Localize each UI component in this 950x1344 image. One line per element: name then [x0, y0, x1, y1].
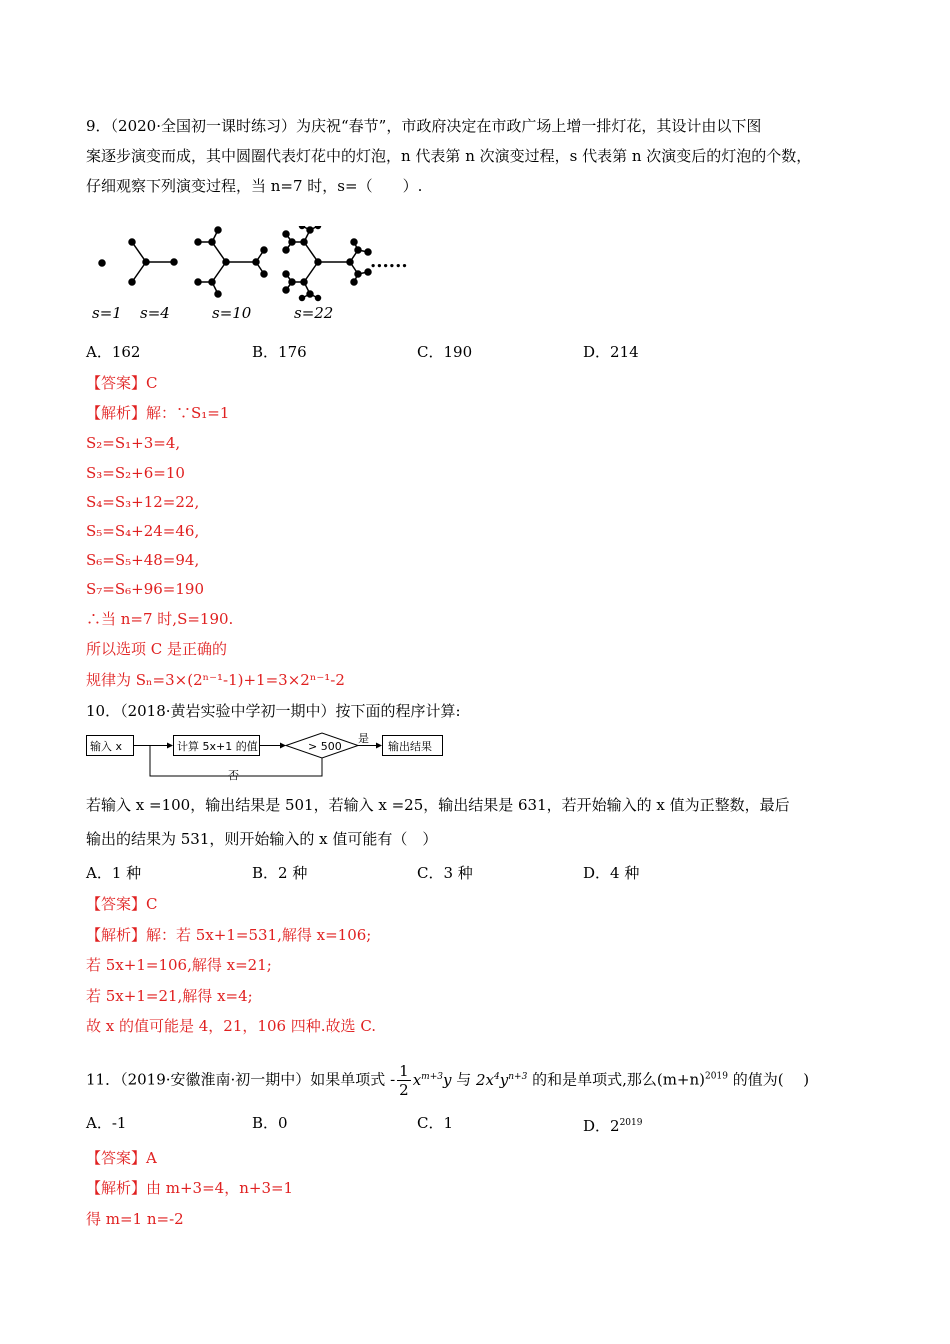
term2-y: y	[499, 1070, 509, 1089]
q9-correct: 所以选项 C 是正确的	[86, 640, 228, 658]
q10-line2: 若输入 x =100，输出结果是 501，若输入 x =25，输出结果是 631，若开始输入的 x 值为正整数，最后	[86, 796, 790, 814]
q11-suffix: 的和是单项式,那么(m+n)	[527, 1070, 706, 1089]
flow-yes-label: 是	[358, 732, 369, 745]
q10-option-c: C．3 种	[417, 864, 473, 882]
q10-line1: 10．（2018·黄岩实验中学初一期中）按下面的程序计算:	[86, 702, 461, 720]
q10-analysis: 【解析】解：若 5x+1=531,解得 x=106;	[86, 926, 372, 944]
q9-step-4: S₄=S₃+12=22,	[86, 493, 200, 511]
q9-option-a: A．162	[86, 343, 141, 361]
q9-option-c: C．190	[417, 343, 473, 361]
lamp-evolution-figure	[86, 226, 416, 326]
term1-y: y	[442, 1070, 452, 1089]
q9-step-3: S₃=S₂+6=10	[86, 464, 185, 482]
q11-answer: 【答案】A	[86, 1149, 157, 1167]
q11-step: 得 m=1 n=-2	[86, 1210, 184, 1228]
flow-condition-label: > 500	[308, 740, 342, 753]
figure-label-4: s=22	[294, 304, 334, 322]
q10-answer: 【答案】C	[86, 895, 158, 913]
term1-x: x	[412, 1070, 422, 1089]
q9-step-7: S₇=S₆+96=190	[86, 580, 205, 598]
q9-step-5: S₅=S₄+24=46,	[86, 522, 200, 540]
q10-step-2: 若 5x+1=21,解得 x=4;	[86, 987, 253, 1005]
q10-option-a: A．1 种	[86, 864, 142, 882]
q9-line2: 案逐步演变而成，其中圆圈代表灯花中的灯泡，n 代表第 n 次演变过程，s 代表第 n 次演变后的灯泡的个数，	[86, 147, 812, 165]
flow-compute-label: 计算 5x+1 的值	[177, 740, 258, 753]
figure-label-3: s=10	[212, 304, 252, 322]
q11-option-c: C．1	[417, 1114, 454, 1132]
q9-analysis: 【解析】解：∵S₁=1	[86, 404, 230, 422]
term2-yexp: n+3	[508, 1071, 528, 1082]
q11-prefix: 11．（2019·安徽淮南·初一期中）如果单项式 -	[86, 1070, 396, 1089]
q10-step-3: 故 x 的值可能是 4，21，106 四种.故选 C.	[86, 1017, 377, 1035]
q11-suffix-exp: 2019	[705, 1071, 728, 1082]
figure-label-2: s=4	[140, 304, 170, 322]
q11-option-d-exp: 2019	[619, 1118, 643, 1128]
term1-exp: m+3	[421, 1071, 443, 1082]
flow-input-label: 输入 x	[90, 740, 123, 753]
q11-term2	[476, 1071, 527, 1089]
q9-rule: 规律为 Sₙ=3×(2ⁿ⁻¹-1)+1=3×2ⁿ⁻¹-2	[86, 671, 345, 689]
q11-analysis: 【解析】由 m+3=4，n+3=1	[86, 1179, 294, 1197]
term2-exp: 4	[494, 1071, 500, 1082]
figure-label-1: s=1	[92, 304, 122, 322]
q9-step-2: S₂=S₁+3=4,	[86, 434, 181, 452]
q10-option-b: B．2 种	[252, 864, 308, 882]
figure-ellipsis: ......	[370, 251, 408, 272]
q11-fraction	[397, 1062, 411, 1099]
q9-option-b: B．176	[252, 343, 307, 361]
q9-conclusion: ∴当 n=7 时,S=190.	[86, 610, 234, 628]
q10-step-1: 若 5x+1=106,解得 x=21;	[86, 956, 272, 974]
q11-option-d	[583, 1113, 642, 1136]
q10-option-d: D．4 种	[583, 864, 640, 882]
q11-term1	[413, 1071, 452, 1089]
flow-output-label: 输出结果	[388, 740, 432, 753]
fraction-numerator: 1	[399, 1062, 409, 1080]
q9-line3: 仔细观察下列演变过程，当 n=7 时，s=（ ）.	[86, 177, 423, 195]
q9-option-d: D．214	[583, 343, 639, 361]
q11-stem	[86, 1062, 809, 1099]
q11-option-a: A．-1	[86, 1114, 127, 1132]
q11-mid: 与	[451, 1070, 476, 1089]
q11-option-b: B．0	[252, 1114, 288, 1132]
fraction-denominator: 2	[399, 1081, 409, 1099]
term2-x: 2x	[476, 1070, 495, 1089]
q10-line3: 输出的结果为 531，则开始输入的 x 值可能有（ ）	[86, 830, 438, 848]
flow-no-label: 否	[228, 769, 239, 782]
q9-step-6: S₆=S₅+48=94,	[86, 551, 200, 569]
q9-line1: 9．（2020·全国初一课时练习）为庆祝“春节”，市政府决定在市政广场上增一排灯花，其设计由以下图	[86, 117, 762, 135]
q9-answer: 【答案】C	[86, 374, 158, 392]
q11-suffix-end: 的值为( )	[727, 1070, 810, 1089]
program-flowchart	[86, 730, 446, 782]
q11-option-d-base: D．2	[583, 1117, 620, 1135]
